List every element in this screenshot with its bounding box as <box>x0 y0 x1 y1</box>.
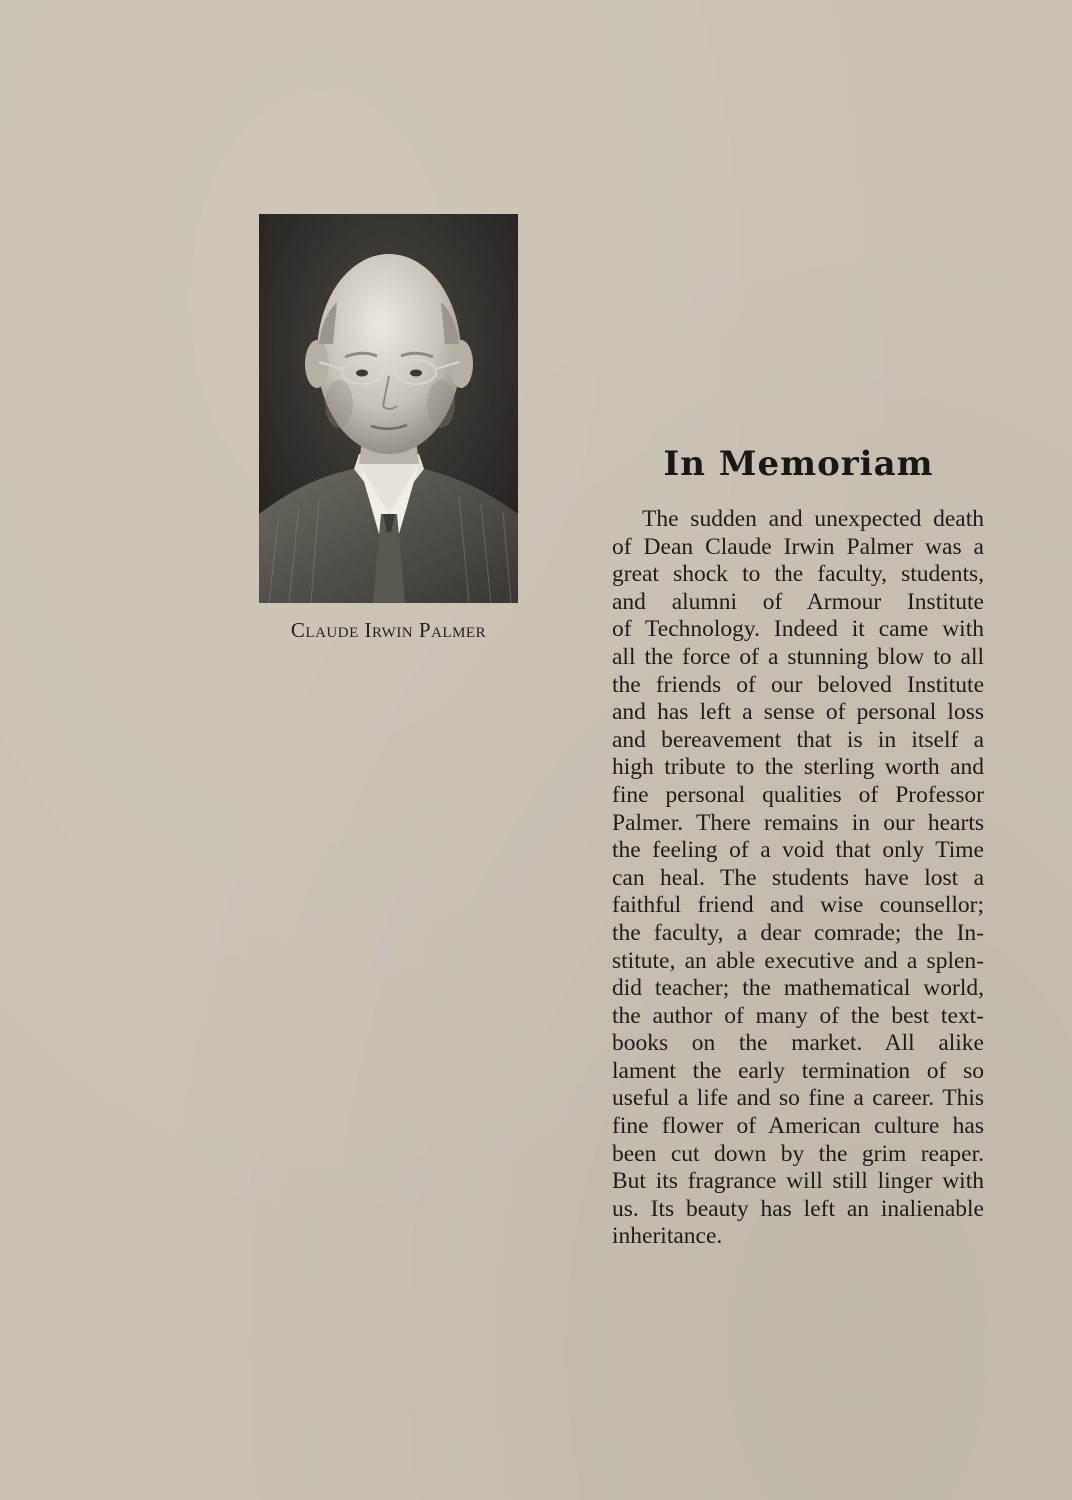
text-line: lament the early termination of so <box>612 1057 984 1084</box>
text-line: the friends of our beloved Institute <box>612 671 984 698</box>
text-line: and bereavement that is in itself a <box>612 726 984 753</box>
text-line: and alumni of Armour Institute <box>612 588 984 615</box>
text-line: high tribute to the sterling worth and <box>612 754 984 781</box>
text-line: inheritance. <box>612 1223 723 1250</box>
text-line: The sudden and unexpected death <box>642 506 984 532</box>
text-line: been cut down by the grim reaper. <box>612 1140 984 1167</box>
text-line: the author of many of the best text- <box>612 1002 984 1029</box>
portrait-photo <box>259 214 518 603</box>
text-line: did teacher; the mathematical world, <box>612 975 984 1002</box>
text-line: stitute, an able executive and a splen- <box>612 947 984 974</box>
text-line: of Dean Claude Irwin Palmer was a <box>612 533 984 560</box>
memoriam-text <box>612 506 984 1251</box>
text-line: the faculty, a dear comrade; the In- <box>612 919 984 946</box>
text-line: all the force of a stunning blow to all <box>612 643 984 670</box>
text-line: useful a life and so fine a career. This <box>612 1085 984 1112</box>
text-line: fine personal qualities of Professor <box>612 781 984 808</box>
portrait-caption: Claude Irwin Palmer <box>290 618 487 642</box>
text-line: great shock to the faculty, students, <box>612 561 984 588</box>
memoriam-heading: In Memoriam <box>663 444 934 484</box>
text-line: fine flower of American culture has <box>612 1113 984 1140</box>
portrait-image <box>259 214 518 603</box>
text-line: the feeling of a void that only Time <box>612 837 984 864</box>
text-line: us. Its beauty has left an inalienable <box>612 1195 984 1222</box>
text-line: But its fragrance will still linger with <box>612 1168 984 1195</box>
text-line: books on the market. All alike <box>612 1030 984 1057</box>
text-line: and has left a sense of personal loss <box>612 699 984 726</box>
text-line: faithful friend and wise counsellor; <box>612 892 984 919</box>
text-line: can heal. The students have lost a <box>612 864 984 891</box>
text-line: of Technology. Indeed it came with <box>612 616 984 643</box>
text-line: Palmer. There remains in our hearts <box>612 809 984 836</box>
